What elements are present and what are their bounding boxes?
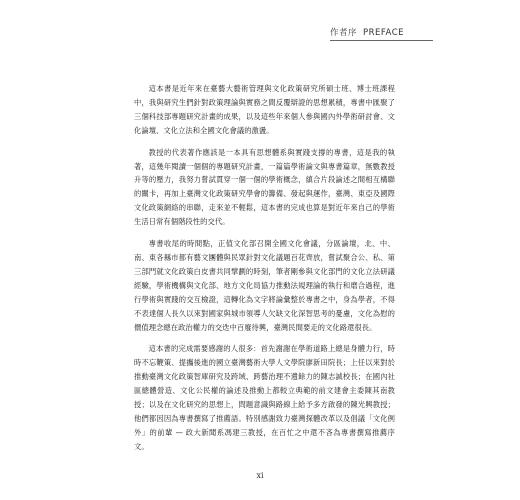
preface-paragraph-2: 教授的代表著作應該是一本具有思想體系與實踐支撐的專書，這是我的執著，這幾年閱讀一個個的專題研究計畫，一篇篇學術論文與專書篇章，無數教授升等的壓力，我努力嘗試貫穿一個一個的學術概念，縝合片段論述之間相互構聯的關卡，再加上臺灣文化政策研究學會的籌備、發起與運作，臺灣、東亞及國際文化政策網絡的串聯，走來並不輕鬆，這本書的完成也算是對近年來自己的學術生活日常有個階段性的交代。: [134, 147, 395, 227]
page-number: xi: [256, 471, 264, 480]
header-rule: [330, 40, 433, 41]
header-chinese-title: 作者序: [330, 28, 358, 38]
running-header: [330, 27, 408, 39]
preface-body: [134, 82, 395, 462]
preface-paragraph-3: 專書收尾的時間點，正值文化部召開全國文化會議，分區論壇，北、中、南、東各縣市都有藝文團體與民眾針對文化議題百花齊放，嘗試聚合公、私、第三部門就文化政策白皮書共同擘劃的時刻，筆者剛參與文化部門的文化立法研議經驗，學術機構與文化部、地方文化局協力推動法規理論的執行和磨合過程，進行學術與實踐的交互檢證，這轉化為文字將論彙整於專書之中，身為學者，不得不表達個人長久以來對國家與城市領導人欠缺文化深智思考的憂慮，文化為慰的價值理念總在政治權力的交迭中百廢待興，臺灣民間要走的文化路還很長。: [134, 239, 395, 332]
preface-paragraph-1: 這本書是近年來在臺藝大藝術管理與文化政策研究所碩士班、博士班課程中，我與研究生們針對政策理論與實務之間反覆辯證的思想累積，專書中匯聚了三個科技部專題研究計畫的成果，以及這些年來個人參與國內外學術研討會、文化論壇、文化立法和全國文化會議的激盪。: [134, 84, 395, 135]
preface-paragraph-4: 這本書的完成需要感謝的人很多：首先謝謝在學術道路上總是身體力行，時時不忘鞭策、提攜後進的國立臺灣藝術大學人文學院廖新田院長；上任以來對於推動臺灣文化政策智庫研究及跨域、跨藝治理不遺餘力的陳志誠校長；在國內社區總體營造、文化公民權的論述及推動上都較立典範的前文建會主委陳其南教授；以及在文化研究的思想上，問題意識與路線上給予多方啟發的陳光興教授；他們都因因為專書撰寫了推薦語。特別感謝致力臺灣探體改革以及倡議「文化例外」的前輩 — 政大新聞系馮建三教授，在百忙之中還不吝為專書撰寫推薦序文。: [134, 344, 395, 451]
header-english-title: PREFACE: [363, 28, 404, 38]
